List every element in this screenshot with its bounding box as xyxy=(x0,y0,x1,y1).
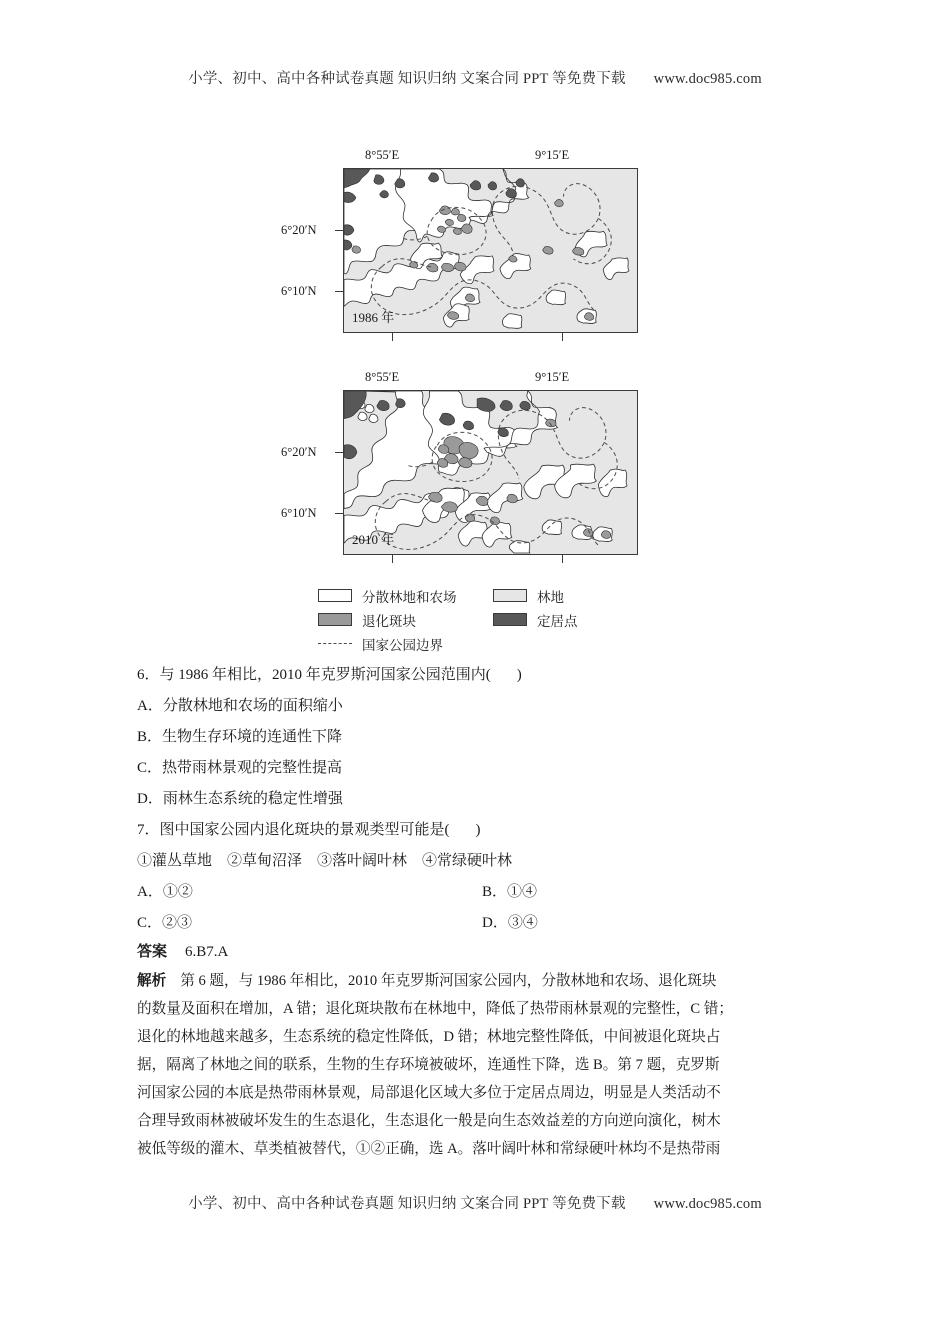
question-6-option-d[interactable]: D．雨林生态系统的稳定性增强 xyxy=(137,791,343,807)
running-header-text: 小学、初中、高中各种试卷真题 知识归纳 文案合同 PPT 等免费下载 xyxy=(188,71,626,87)
question-7-stem xyxy=(137,815,827,846)
legend-item-forest xyxy=(493,586,643,606)
map-2010-year-label: 2010 年 xyxy=(352,532,395,547)
question-6-option-c[interactable]: C．热带雨林景观的完整性提高 xyxy=(137,760,343,776)
map-1986-year-label: 1986 年 xyxy=(352,310,395,325)
legend-item-park-boundary xyxy=(318,634,493,654)
running-header-url: www.doc985.com xyxy=(653,71,762,87)
map-2010 xyxy=(281,370,638,555)
question-7-stem-text: 7．图中国家公园内退化斑块的景观类型可能是( xyxy=(137,822,450,838)
white-swatch-icon xyxy=(318,589,352,602)
legend-row-3 xyxy=(318,633,648,654)
legend-label-degraded-patch: 退化斑块 xyxy=(362,613,416,629)
map-2010-lat-label-north: 6°20′N xyxy=(281,445,317,459)
answer-item-7: 7.A xyxy=(206,944,229,960)
legend-label-scattered-woodland: 分散林地和农场 xyxy=(362,589,457,605)
analysis-line-1 xyxy=(137,967,827,995)
legend-label-settlement: 定居点 xyxy=(537,613,578,629)
question-7-option-a[interactable]: A．①② xyxy=(137,884,193,900)
question-6-stem xyxy=(137,660,827,691)
analysis-line-4: 据，隔离了林地之间的联系，生物的生存环境被破坏，连通性下降，选 B。第 7 题，克罗斯 xyxy=(137,1057,720,1073)
map-2010-lat-label-south: 6°10′N xyxy=(281,506,317,520)
legend-label-forest: 林地 xyxy=(537,589,564,605)
answer-line xyxy=(137,938,228,966)
degraded-swatch-icon xyxy=(318,613,352,626)
question-7-options-row-2 xyxy=(137,908,827,939)
map-2010-lon-tick-west xyxy=(392,555,393,563)
map-1986-lon-tick-west xyxy=(392,333,393,341)
question-7-items: ①灌丛草地 ②草甸沼泽 ③落叶阔叶林 ④常绿硬叶林 xyxy=(137,853,513,869)
questions-block xyxy=(137,660,827,939)
map-1986-lat-label-south: 6°10′N xyxy=(281,284,317,298)
running-footer xyxy=(0,1192,950,1213)
legend-label-park-boundary: 国家公园边界 xyxy=(362,637,443,653)
map-1986-lon-label-west: 8°55′E xyxy=(365,148,400,162)
question-6-option-b[interactable]: B．生物生存环境的连通性下降 xyxy=(137,729,343,745)
map-legend xyxy=(318,585,648,657)
map-2010-lon-tick-east xyxy=(562,555,563,563)
map-1986-frame xyxy=(343,168,638,333)
legend-item-degraded-patch xyxy=(318,610,493,630)
running-header xyxy=(0,67,950,88)
map-1986 xyxy=(281,148,638,333)
analysis-line-1-text: 第 6 题，与 1986 年相比，2010 年克罗斯河国家公园内，分散林地和农场、退化斑块 xyxy=(180,973,717,989)
legend-row-2 xyxy=(318,609,648,630)
forest-swatch-icon xyxy=(493,589,527,602)
analysis-line-7: 被低等级的灌木、草类植被替代，①②正确，选 A。落叶阔叶林和常绿硬叶林均不是热带雨 xyxy=(137,1141,721,1157)
answer-label: 答案 xyxy=(137,943,168,960)
question-7-option-c[interactable]: C．②③ xyxy=(137,915,193,931)
question-7-stem-close: ) xyxy=(475,822,481,838)
question-7-options-row-1 xyxy=(137,877,827,908)
question-6-option-a[interactable]: A．分散林地和农场的面积缩小 xyxy=(137,698,343,714)
analysis-line-6: 合理导致雨林被破坏发生的生态退化，生态退化一般是向生态效益差的方向逆向演化，树木 xyxy=(137,1113,721,1129)
legend-row-1 xyxy=(318,585,648,606)
dashed-line-icon xyxy=(318,643,352,644)
map-2010-frame xyxy=(343,390,638,555)
settlement-swatch-icon xyxy=(493,613,527,626)
question-6-stem-text: 6．与 1986 年相比，2010 年克罗斯河国家公园范围内( xyxy=(137,667,491,683)
legend-item-settlement xyxy=(493,610,643,630)
analysis-label: 解析 xyxy=(137,973,167,989)
question-7-option-b[interactable]: B．①④ xyxy=(482,884,538,900)
analysis-block xyxy=(137,967,827,1163)
answer-item-6: 6.B xyxy=(185,944,207,960)
analysis-line-3: 退化的林地越来越多，生态系统的稳定性降低，D 错；林地完整性降低，中间被退化斑块占 xyxy=(137,1029,721,1045)
map-2010-lon-label-west: 8°55′E xyxy=(365,370,400,384)
map-1986-lat-label-north: 6°20′N xyxy=(281,223,317,237)
analysis-line-2: 的数量及面积在增加，A 错；退化斑块散布在林地中，降低了热带雨林景观的完整性，C 错； xyxy=(137,1001,733,1017)
map-2010-lon-label-east: 9°15′E xyxy=(535,370,570,384)
map-1986-lon-label-east: 9°15′E xyxy=(535,148,570,162)
map-1986-lon-tick-east xyxy=(562,333,563,341)
analysis-line-5: 河国家公园的本底是热带雨林景观，局部退化区域大多位于定居点周边，明显是人类活动不 xyxy=(137,1085,721,1101)
running-footer-url: www.doc985.com xyxy=(653,1196,762,1212)
running-footer-text: 小学、初中、高中各种试卷真题 知识归纳 文案合同 PPT 等免费下载 xyxy=(188,1196,626,1212)
question-7-option-d[interactable]: D．③④ xyxy=(482,915,538,931)
question-6-stem-close: ) xyxy=(516,667,522,683)
legend-item-scattered-woodland xyxy=(318,586,493,606)
